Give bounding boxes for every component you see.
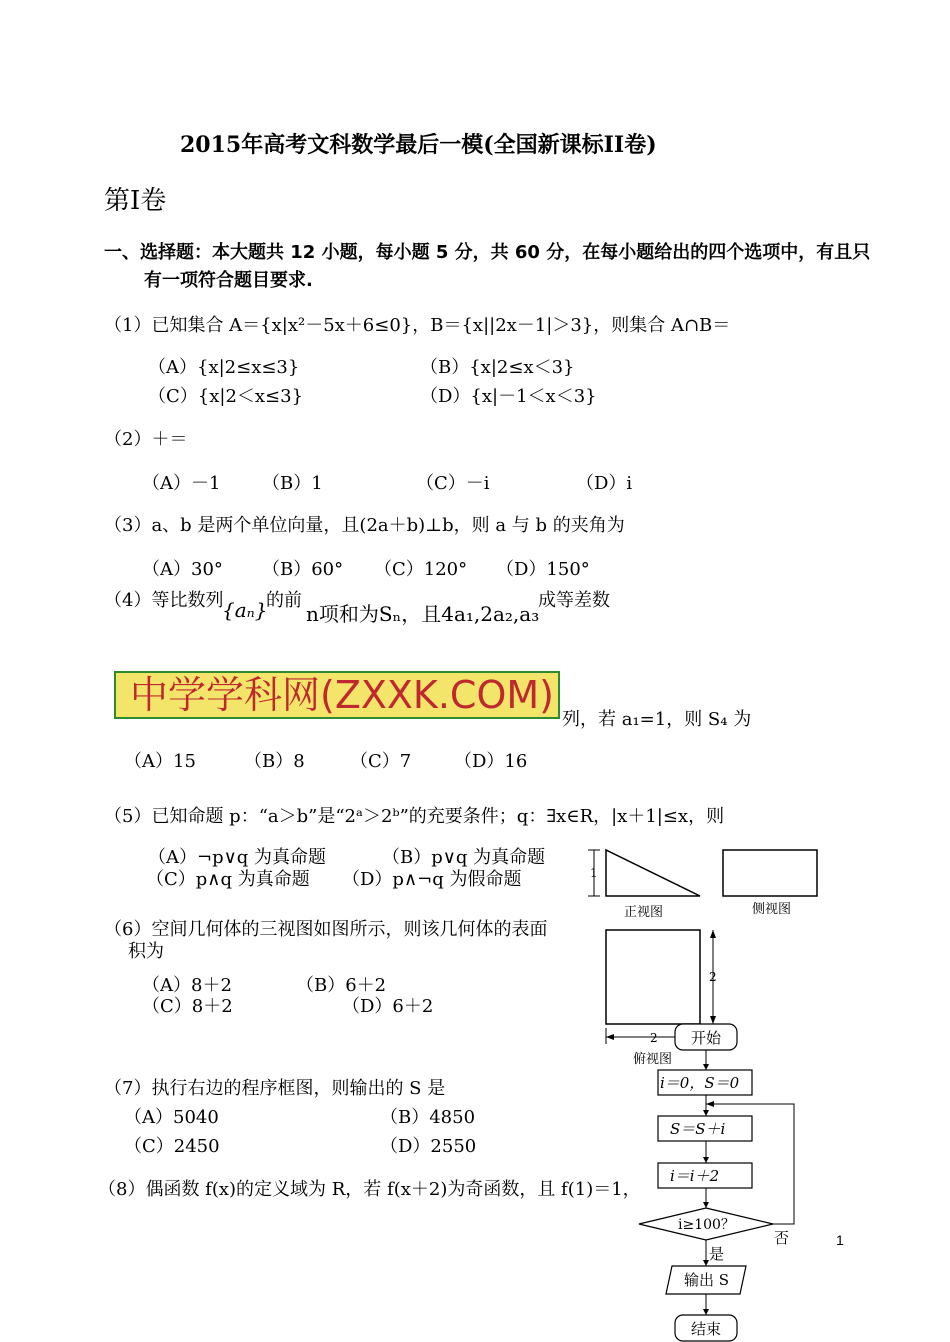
front-dim-label: 1: [590, 866, 598, 880]
q3-option-d: （D）150°: [496, 559, 590, 580]
q4-stem-c: 的前: [266, 590, 302, 611]
q3-stem: （3）a、b 是两个单位向量，且(2a＋b)⊥b，则 a 与 b 的夹角为: [104, 515, 625, 536]
q4-stem-seq: {aₙ}: [222, 598, 268, 622]
side-view-label: 侧视图: [752, 902, 792, 917]
q4-option-c: （C）7: [350, 751, 412, 772]
q8-stem: （8）偶函数 f(x)的定义域为 R，若 f(x＋2)为奇函数，且 f(1)＝1，: [98, 1179, 641, 1200]
instructions-line2: 有一项符合题目要求.: [144, 270, 313, 291]
q4-stem-d: n项和为Sₙ，且4a₁,2a₂,a₃: [306, 602, 540, 626]
flow-condition-label: i≥100？: [678, 1217, 735, 1233]
q4-option-a: （A）15: [124, 751, 196, 772]
q5-option-d: （D）p∧¬q 为假命题: [342, 869, 522, 890]
side-view-rect: [723, 850, 817, 896]
top-dim-w-label: 2: [650, 1031, 658, 1045]
q5-option-b: （B）p∨q 为真命题: [382, 847, 546, 868]
q4-stem-e: 成等差数: [538, 590, 610, 611]
top-view-label: 俯视图: [633, 1052, 673, 1067]
q3-option-b: （B）60°: [262, 559, 344, 580]
q5-option-c: （C）p∧q 为真命题: [146, 869, 310, 890]
q2-option-b: （B）1: [262, 473, 323, 494]
q6-option-a: （A）8＋2: [142, 975, 232, 996]
q3-option-a: （A）30°: [142, 559, 223, 580]
q2-option-c: （C）－i: [416, 473, 490, 494]
page-number: 1: [836, 1232, 844, 1248]
q2-stem: （2）＋＝: [104, 429, 188, 450]
q1-option-c: （C）{x|2＜x≤3}: [148, 386, 304, 407]
q2-option-a: （A）－1: [142, 473, 221, 494]
top-view-square: [606, 930, 700, 1024]
q5-option-a: （A）¬p∨q 为真命题: [148, 847, 327, 868]
flow-output-label: 输出 S: [684, 1271, 730, 1289]
flow-no-label: 否: [774, 1229, 790, 1247]
flow-step2-label: i＝i＋2: [670, 1167, 720, 1185]
q4-stem-a: （4）等比数列: [104, 590, 224, 611]
q6-option-b: （B）6＋2: [296, 975, 387, 996]
q4-option-b: （B）8: [244, 751, 305, 772]
flow-init-label: i＝0，S＝0: [660, 1074, 740, 1092]
q4-stem-f: 列，若 a₁=1，则 S₄ 为: [562, 709, 752, 730]
flow-end-label: 结束: [691, 1320, 722, 1338]
q6-option-d: （D）6＋2: [342, 996, 434, 1017]
q7-option-d: （D）2550: [380, 1136, 477, 1157]
q7-option-a: （A）5040: [124, 1107, 219, 1128]
flow-start-label: 开始: [691, 1029, 722, 1047]
q6-stem-line2: 积为: [128, 941, 164, 962]
front-view-triangle: [606, 850, 700, 896]
page-title: 2015年高考文科数学最后一模(全国新课标II卷): [180, 132, 657, 158]
instructions-line1: 一、选择题：本大题共 12 小题，每小题 5 分，共 60 分，在每小题给出的四个选项中，有且只: [104, 242, 871, 263]
q2-option-d: （D）i: [576, 473, 633, 494]
q3-option-c: （C）120°: [374, 559, 468, 580]
watermark-logo: 中学学科网(ZXXK.COM): [114, 671, 560, 719]
q1-option-d: （D）{x|－1＜x＜3}: [420, 386, 597, 407]
q1-option-b: （B）{x|2≤x＜3}: [420, 357, 575, 378]
q7-option-b: （B）4850: [380, 1107, 476, 1128]
q4-option-d: （D）16: [454, 751, 528, 772]
top-dim-h-label: 2: [709, 970, 717, 984]
q7-option-c: （C）2450: [124, 1136, 220, 1157]
q7-stem: （7）执行右边的程序框图，则输出的 S 是: [104, 1078, 446, 1099]
front-view-label: 正视图: [624, 905, 664, 920]
q1-option-a: （A）{x|2≤x≤3}: [148, 357, 300, 378]
q6-option-c: （C）8＋2: [142, 996, 233, 1017]
flow-step1-label: S＝S＋i: [670, 1120, 726, 1138]
q1-stem: （1）已知集合 A＝{x|x²－5x＋6≤0}，B＝{x||2x－1|＞3}，则集合 A∩B＝: [104, 315, 731, 336]
section-heading: 第Ⅰ卷: [104, 186, 167, 216]
q6-stem-line1: （6）空间几何体的三视图如图所示，则该几何体的表面: [104, 919, 548, 940]
q5-stem: （5）已知命题 p：“a＞b”是“2ᵃ＞2ᵇ”的充要条件；q：∃x∈R，|x＋1|≤x，则: [104, 806, 725, 827]
flow-yes-label: 是: [709, 1245, 725, 1263]
